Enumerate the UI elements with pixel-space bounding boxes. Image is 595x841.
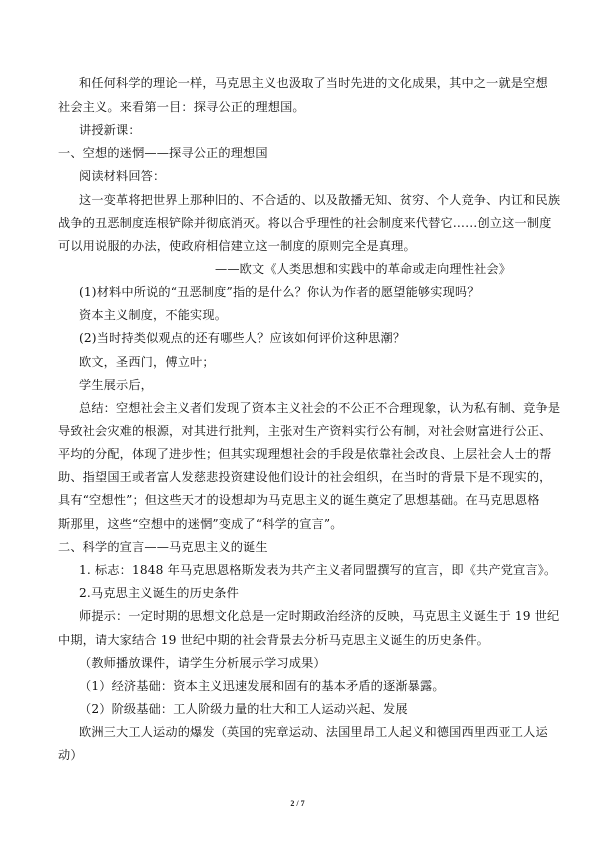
paragraph-line: 和任何科学的理论一样，马克思主义也汲取了当时先进的文化成果，其中之一就是空想 — [79, 76, 548, 90]
summary-line: 斯那里，这些“空想中的迷惘”变成了“科学的宣言”。 — [58, 517, 343, 531]
paragraph-line: 师提示：一定时期的思想文化总是一定时期政治经济的反映，马克思主义诞生于 19 世纪 — [79, 609, 560, 623]
quote-attribution: ——欧文《人类思想和实践中的革命或走向理性社会》 — [215, 262, 512, 276]
paragraph-line: （教师播放课件，请学生分析展示学习成果） — [79, 656, 326, 670]
answer-line: 欧文，圣西门，傅立叶； — [79, 355, 215, 369]
paragraph-line: 欧洲三大工人运动的爆发（英国的宪章运动、法国里昂工人起义和德国西里西亚工人运 — [79, 725, 548, 739]
question-line: (1)材料中所说的“丑恶制度”指的是什么？你认为作者的愿望能够实现吗？ — [79, 285, 480, 299]
paragraph-line: 中期，请大家结合 19 世纪中期的社会背景去分析马克思主义诞生的历史条件。 — [58, 633, 489, 647]
quote-line: 可以用说服的办法，使政府相信建立这一制度的原则完全是真理。 — [58, 239, 416, 253]
quote-line: 这一变革将把世界上那种旧的、不合适的、以及散播无知、贫穷、个人竞争、内讧和民族 — [79, 193, 561, 207]
paragraph-line: （1）经济基础：资本主义迅速发展和固有的基本矛盾的逐渐暴露。 — [79, 679, 445, 693]
paragraph-line: 讲授新课： — [79, 123, 141, 137]
quote-line: 战争的丑恶制度连根铲除并彻底消灭。将以合乎理性的社会制度来代替它……创立这一制度 — [58, 216, 552, 230]
summary-line: 具有“空想性”；但这些天才的设想却为马克思主义的诞生奠定了思想基础。在马克思恩格 — [58, 493, 540, 507]
answer-line: 资本主义制度，不能实现。 — [79, 308, 228, 322]
paragraph-line: （2）阶级基础：工人阶级力量的壮大和工人运动兴起、发展 — [79, 702, 408, 716]
summary-line: 平均的分配，体现了进步性；但其实现理想社会的手段是依靠社会改良、上层社会人士的帮 — [58, 447, 552, 461]
paragraph-line: 动） — [58, 748, 83, 762]
summary-line: 助、指望国王或者富人发慈悲投资建设他们设计的社会组织，在当时的背景下是不现实的， — [58, 470, 552, 484]
section-heading: 一、空想的迷惘——探寻公正的理想国 — [58, 146, 268, 160]
subheading-line: 2.马克思主义诞生的历史条件 — [79, 586, 239, 600]
paragraph-line: 学生展示后， — [79, 378, 154, 392]
paragraph-line: 阅读材料回答： — [79, 169, 166, 183]
question-line: (2)当时持类似观点的还有哪些人？应该如何评价这种思潮？ — [79, 331, 406, 345]
paragraph-line: 1. 标志：1848 年马克思恩格斯发表为共产主义者同盟撰写的宣言，即《共产党宣言》。 — [79, 563, 557, 577]
page-number: 2 / 7 — [290, 799, 305, 808]
summary-line: 导致社会灾难的根源，对其进行批判，主张对生产资料实行公有制，对社会财富进行公正、 — [58, 424, 552, 438]
summary-line: 总结：空想社会主义者们发现了资本主义社会的不公正不合理现象，认为私有制、竞争是 — [79, 401, 561, 415]
paragraph-line: 社会主义。来看第一目：探寻公正的理想国。 — [58, 100, 305, 114]
section-heading: 二、科学的宣言——马克思主义的诞生 — [58, 540, 268, 554]
